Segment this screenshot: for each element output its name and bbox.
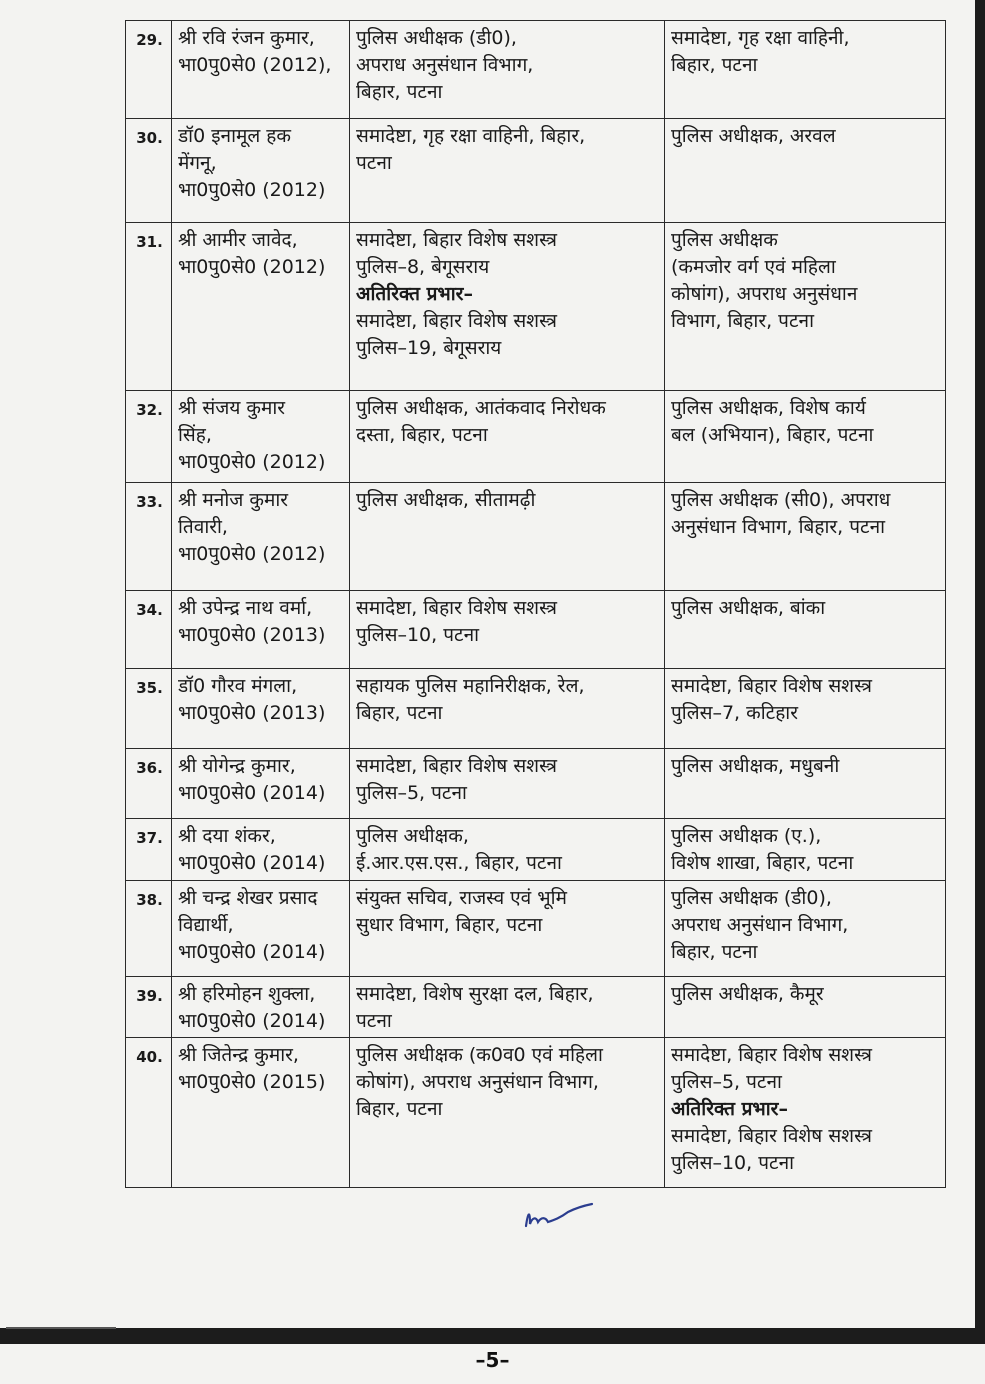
table-row <box>126 1038 946 1188</box>
posting-line: पुलिस–5, पटना <box>356 782 467 804</box>
officer-name-line: भा0पु0से0 (2013) <box>178 624 326 646</box>
table-row <box>126 223 946 391</box>
posting-line: पुलिस अधीक्षक, आतंकवाद निरोधक <box>356 397 606 419</box>
posting-line: पुलिस अधीक्षक, मधुबनी <box>671 755 840 777</box>
officer-name-cell <box>172 483 350 591</box>
posting-line: समादेष्टा, बिहार विशेष सशस्त्र <box>671 1125 872 1147</box>
officer-name-cell <box>172 977 350 1038</box>
current-posting-cell <box>350 119 665 223</box>
current-posting-cell <box>350 977 665 1038</box>
table-row <box>126 119 946 223</box>
current-posting-cell <box>350 669 665 749</box>
posting-line: पुलिस–10, पटना <box>671 1152 795 1174</box>
posting-line: समादेष्टा, बिहार विशेष सशस्त्र <box>356 310 557 332</box>
current-posting-cell <box>350 223 665 391</box>
posting-line: अतिरिक्त प्रभार– <box>671 1098 788 1120</box>
posting-line: पुलिस अधीक्षक, <box>356 825 469 847</box>
serial-number: 30. <box>126 119 172 223</box>
serial-number: 35. <box>126 669 172 749</box>
new-posting-cell <box>665 977 946 1038</box>
transfer-table-body <box>126 21 946 1188</box>
new-posting-cell <box>665 669 946 749</box>
table-row <box>126 591 946 669</box>
posting-line: पुलिस–7, कटिहार <box>671 702 798 724</box>
posting-line: पुलिस–8, बेगूसराय <box>356 256 490 278</box>
posting-line: पुलिस अधीक्षक, अरवल <box>671 125 836 147</box>
serial-number: 40. <box>126 1038 172 1188</box>
posting-line: बिहार, पटना <box>356 702 443 724</box>
posting-line: पुलिस अधीक्षक (डी0), <box>356 27 517 49</box>
officer-name-line: भा0पु0से0 (2014) <box>178 941 326 963</box>
posting-line: पुलिस अधीक्षक (क0व0 एवं महिला <box>356 1044 603 1066</box>
table-row <box>126 483 946 591</box>
current-posting-cell <box>350 881 665 977</box>
officer-name-line: श्री जितेन्द्र कुमार, <box>178 1044 299 1066</box>
officer-name-line: भा0पु0से0 (2012) <box>178 543 326 565</box>
officer-name-line: भा0पु0से0 (2012) <box>178 256 326 278</box>
officer-name-line: श्री मनोज कुमार <box>178 489 289 511</box>
posting-line: बल (अभियान), बिहार, पटना <box>671 424 874 446</box>
officer-name-line: डॉ0 इनामूल हक <box>178 125 291 147</box>
posting-line: समादेष्टा, बिहार विशेष सशस्त्र <box>356 229 557 251</box>
serial-number: 38. <box>126 881 172 977</box>
table-row <box>126 669 946 749</box>
officer-name-line: भा0पु0से0 (2013) <box>178 702 326 724</box>
posting-line: समादेष्टा, विशेष सुरक्षा दल, बिहार, <box>356 983 594 1005</box>
posting-line: समादेष्टा, बिहार विशेष सशस्त्र <box>356 755 557 777</box>
officer-name-line: भा0पु0से0 (2014) <box>178 1010 326 1032</box>
posting-line: सहायक पुलिस महानिरीक्षक, रेल, <box>356 675 585 697</box>
officer-name-line: भा0पु0से0 (2014) <box>178 852 326 874</box>
officer-name-line: भा0पु0से0 (2015) <box>178 1071 326 1093</box>
officer-name-line: श्री योगेन्द्र कुमार, <box>178 755 296 777</box>
officer-name-line: भा0पु0से0 (2012) <box>178 179 326 201</box>
officer-name-line: श्री आमीर जावेद, <box>178 229 298 251</box>
table-row <box>126 749 946 819</box>
new-posting-cell <box>665 483 946 591</box>
officer-name-cell <box>172 391 350 483</box>
new-posting-cell <box>665 749 946 819</box>
posting-line: ई.आर.एस.एस., बिहार, पटना <box>356 852 562 874</box>
officer-name-cell <box>172 591 350 669</box>
posting-line: पुलिस–19, बेगूसराय <box>356 337 502 359</box>
officer-name-line: श्री रवि रंजन कुमार, <box>178 27 315 49</box>
current-posting-cell <box>350 391 665 483</box>
posting-line: पुलिस अधीक्षक, बांका <box>671 597 826 619</box>
posting-line: कोषांग), अपराध अनुसंधान <box>671 283 858 305</box>
page-edge-line <box>6 1327 116 1329</box>
posting-line: समादेष्टा, बिहार विशेष सशस्त्र <box>671 1044 872 1066</box>
table-row <box>126 881 946 977</box>
posting-line: समादेष्टा, बिहार विशेष सशस्त्र <box>356 597 557 619</box>
officer-name-cell <box>172 1038 350 1188</box>
officer-name-line: श्री हरिमोहन शुक्ला, <box>178 983 316 1005</box>
officer-name-cell <box>172 223 350 391</box>
officer-name-line: भा0पु0से0 (2014) <box>178 782 326 804</box>
officer-name-line: श्री दया शंकर, <box>178 825 276 847</box>
posting-line: पुलिस अधीक्षक (डी0), <box>671 887 832 909</box>
posting-line: समादेष्टा, गृह रक्षा वाहिनी, बिहार, <box>356 125 586 147</box>
officer-name-line: श्री चन्द्र शेखर प्रसाद <box>178 887 318 909</box>
new-posting-cell <box>665 119 946 223</box>
new-posting-cell <box>665 21 946 119</box>
officer-name-line: डॉ0 गौरव मंगला, <box>178 675 298 697</box>
posting-line: अपराध अनुसंधान विभाग, <box>671 914 849 936</box>
signature <box>520 1198 600 1238</box>
serial-number: 32. <box>126 391 172 483</box>
officer-name-line: तिवारी, <box>178 516 228 538</box>
new-posting-cell <box>665 881 946 977</box>
posting-line: संयुक्त सचिव, राजस्व एवं भूमि <box>356 887 567 909</box>
posting-line: पुलिस अधीक्षक, कैमूर <box>671 983 824 1005</box>
posting-line: दस्ता, बिहार, पटना <box>356 424 488 446</box>
current-posting-cell <box>350 483 665 591</box>
current-posting-cell <box>350 819 665 881</box>
posting-line: पटना <box>356 1010 392 1032</box>
serial-number: 36. <box>126 749 172 819</box>
posting-line: समादेष्टा, बिहार विशेष सशस्त्र <box>671 675 872 697</box>
posting-line: पुलिस अधीक्षक, विशेष कार्य <box>671 397 866 419</box>
officer-name-cell <box>172 669 350 749</box>
serial-number: 31. <box>126 223 172 391</box>
table-row <box>126 977 946 1038</box>
posting-line: विभाग, बिहार, पटना <box>671 310 815 332</box>
table-row <box>126 21 946 119</box>
officer-name-cell <box>172 21 350 119</box>
current-posting-cell <box>350 591 665 669</box>
officer-name-line: भा0पु0से0 (2012) <box>178 451 326 473</box>
posting-line: बिहार, पटना <box>671 54 758 76</box>
officer-name-cell <box>172 119 350 223</box>
new-posting-cell <box>665 819 946 881</box>
officer-name-line: भा0पु0से0 (2012), <box>178 54 332 76</box>
serial-number: 29. <box>126 21 172 119</box>
posting-line: पुलिस अधीक्षक <box>671 229 778 251</box>
posting-line: (कमजोर वर्ग एवं महिला <box>671 256 836 278</box>
new-posting-cell <box>665 591 946 669</box>
officer-name-cell <box>172 819 350 881</box>
new-posting-cell <box>665 1038 946 1188</box>
posting-line: विशेष शाखा, बिहार, पटना <box>671 852 854 874</box>
officer-name-line: श्री संजय कुमार <box>178 397 286 419</box>
posting-line: पुलिस–5, पटना <box>671 1071 782 1093</box>
table-row <box>126 819 946 881</box>
posting-line: पुलिस अधीक्षक (ए.), <box>671 825 822 847</box>
serial-number: 39. <box>126 977 172 1038</box>
serial-number: 33. <box>126 483 172 591</box>
posting-line: पुलिस–10, पटना <box>356 624 480 646</box>
officer-name-line: विद्यार्थी, <box>178 914 234 936</box>
current-posting-cell <box>350 1038 665 1188</box>
posting-line: अतिरिक्त प्रभार– <box>356 283 473 305</box>
new-posting-cell <box>665 391 946 483</box>
posting-line: अनुसंधान विभाग, बिहार, पटना <box>671 516 886 538</box>
posting-line: सुधार विभाग, बिहार, पटना <box>356 914 543 936</box>
current-posting-cell <box>350 21 665 119</box>
officer-name-line: मेंगनू, <box>178 152 217 174</box>
serial-number: 37. <box>126 819 172 881</box>
current-posting-cell <box>350 749 665 819</box>
posting-line: बिहार, पटना <box>671 941 758 963</box>
table-row <box>126 391 946 483</box>
officer-name-cell <box>172 881 350 977</box>
posting-line: समादेष्टा, गृह रक्षा वाहिनी, <box>671 27 850 49</box>
posting-line: पुलिस अधीक्षक, सीतामढ़ी <box>356 489 536 511</box>
serial-number: 34. <box>126 591 172 669</box>
posting-line: पुलिस अधीक्षक (सी0), अपराध <box>671 489 891 511</box>
posting-line: अपराध अनुसंधान विभाग, <box>356 54 534 76</box>
transfer-table <box>125 20 946 1188</box>
officer-name-line: श्री उपेन्द्र नाथ वर्मा, <box>178 597 313 619</box>
posting-line: बिहार, पटना <box>356 81 443 103</box>
posting-line: कोषांग), अपराध अनुसंधान विभाग, <box>356 1071 599 1093</box>
posting-line: बिहार, पटना <box>356 1098 443 1120</box>
page-number: –5– <box>475 1348 510 1372</box>
officer-name-cell <box>172 749 350 819</box>
new-posting-cell <box>665 223 946 391</box>
officer-name-line: सिंह, <box>178 424 212 446</box>
posting-line: पटना <box>356 152 392 174</box>
